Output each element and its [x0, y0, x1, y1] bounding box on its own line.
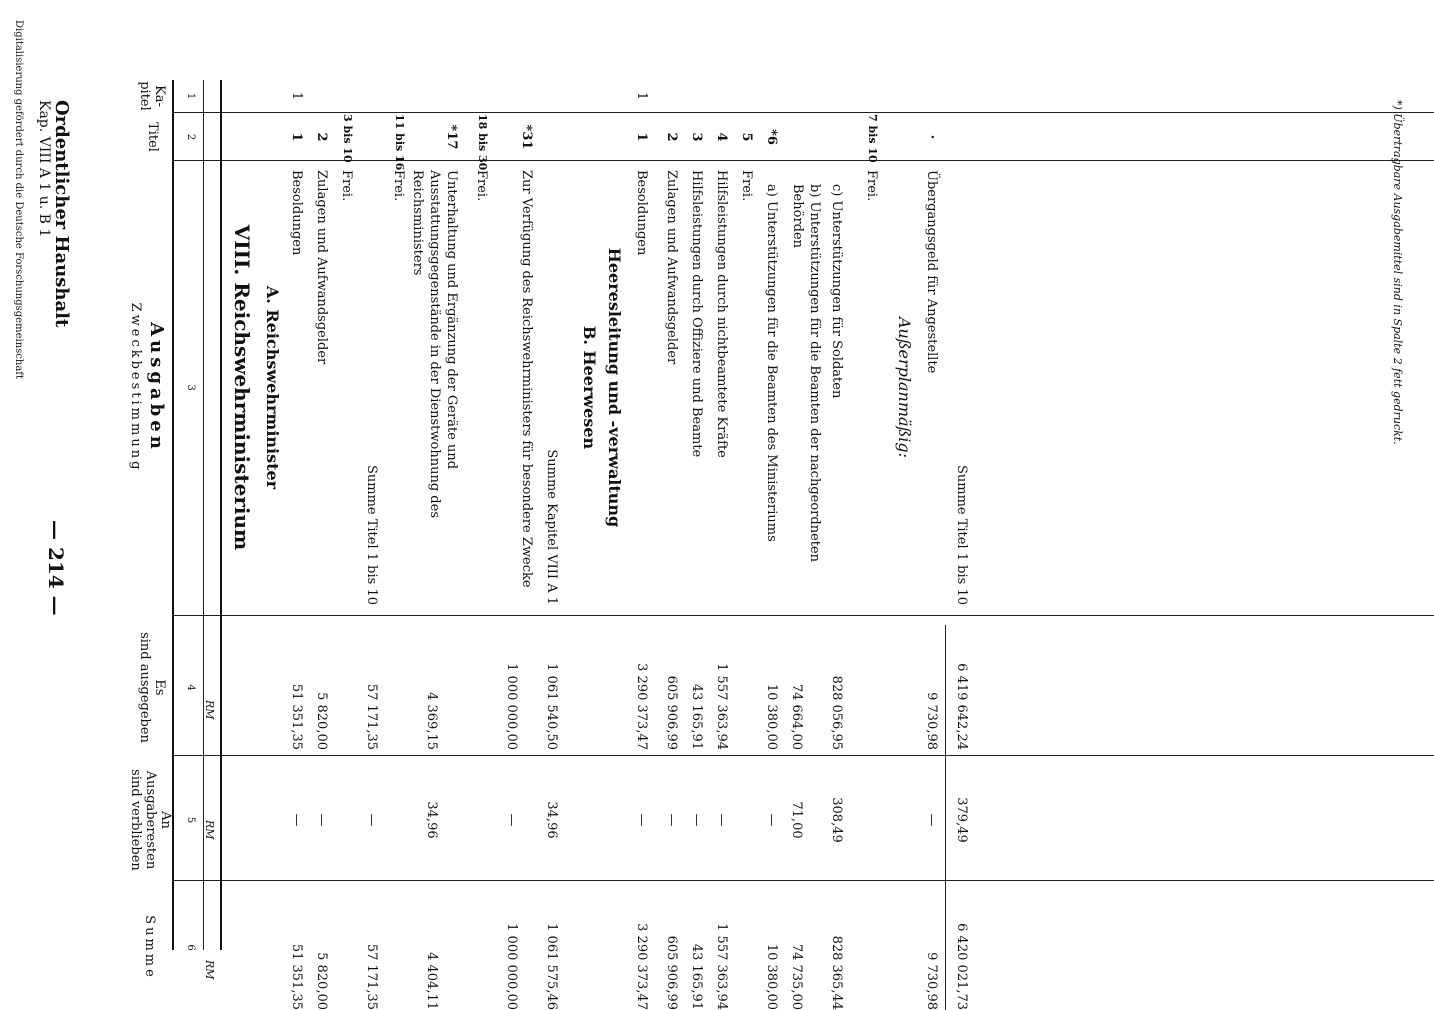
row9-v4: 1 061 540,50: [544, 663, 559, 750]
page-number: — 214 —: [44, 520, 68, 616]
row19-v4: 9 730,98: [924, 692, 939, 750]
row19-v5: —: [924, 813, 939, 827]
row8-v4: 1 000 000,00: [504, 663, 519, 750]
row16-desc: b) Unterstützungen für die Beamten der nachgeordneten Behörden: [790, 184, 822, 563]
section-viii: VIII. Reichswehrministerium: [230, 224, 254, 551]
row11-v5: —: [664, 813, 679, 827]
row2-v5: —: [314, 813, 329, 827]
row4-desc: Summe Titel 1 bis 10: [364, 464, 379, 605]
row11-tit: 2: [664, 132, 679, 142]
row3-tit: 3 bis 10: [341, 114, 354, 163]
row10-desc: Besoldungen: [634, 170, 649, 256]
colnum-2: 2: [185, 133, 196, 141]
row6-v5: 34,96: [424, 801, 439, 839]
header-summe: Summe: [142, 915, 157, 980]
row11-desc: Zulagen und Aufwandsgelder: [664, 170, 679, 365]
row17-desc: c) Unterstützungen für Soldaten: [829, 184, 844, 399]
row11-v6: 605 906,99: [664, 935, 679, 1010]
page-header: [32, 100, 72, 970]
row13-v4: 1 557 363,94: [714, 663, 729, 750]
colnum-5: 5: [185, 816, 196, 824]
row17-v6: 828 365,44: [829, 935, 844, 1010]
header-ausgabereste: An Ausgaberesten sind verblieben: [128, 769, 173, 871]
row18-tit: 7 bis 10: [866, 114, 879, 163]
row1-tit: 1: [289, 132, 304, 142]
row13-v5: —: [714, 813, 729, 827]
row10-kap: 1: [634, 91, 649, 101]
section-a: A. Reichswehrminister: [263, 285, 282, 490]
row9-desc: Summe Kapitel VIII A 1: [544, 449, 559, 605]
row19-desc: Übergangsgeld für Angestellte: [924, 170, 939, 374]
row12-desc: Hilfsleistungen durch Offiziere und Beamte: [689, 170, 704, 458]
row16-v4: 74 664,00: [789, 683, 804, 750]
row12-v4: 43 165,91: [689, 683, 704, 750]
row6-tit: *17: [444, 124, 459, 150]
row8-v6: 1 000 000,00: [504, 923, 519, 1010]
row7-desc: Frei.: [474, 170, 489, 202]
row19-v6: 9 730,98: [924, 952, 939, 1010]
row15-v6: 10 380,00: [764, 943, 779, 1010]
row13-desc: Hilfsleistungen durch nichtbeamtete Kräfte: [714, 170, 729, 458]
row12-tit: 3: [689, 132, 704, 142]
row6-v6: 4 404,11: [424, 952, 439, 1010]
row8-desc: Zur Verfügung des Reichswehrministers für besondere Zwecke: [519, 170, 534, 588]
row2-tit: 2: [314, 132, 329, 142]
colnum-6: 6: [185, 944, 196, 951]
row4-v6: 57 171,35: [364, 943, 379, 1010]
row5-tit: 11 bis 16: [393, 114, 406, 171]
row20-v5: 379,49: [954, 797, 969, 843]
row15-v4: 10 380,00: [764, 683, 779, 750]
header-ausgegeben: Es sind ausgegeben: [137, 632, 167, 743]
row6-desc: Unterhaltung und Ergänzung der Geräte und Ausstattungsgegenstände in der Dienstwohnung des Reichsministers: [410, 170, 459, 518]
row16-v6: 74 735,00: [789, 943, 804, 1010]
row15-v5: —: [764, 813, 779, 827]
row1-desc: Besoldungen: [289, 170, 304, 256]
row12-v5: —: [689, 813, 704, 827]
header-zweckbestimmung: Zweckbestimmung: [128, 302, 143, 473]
digitization-note: Digitalisierung gefördert durch die Deutsche Forschungsgemeinschaft: [13, 20, 24, 379]
row4-v5: —: [364, 813, 379, 827]
row7-tit: 18 bis 30: [476, 114, 489, 171]
colnum-1: 1: [185, 92, 196, 100]
header-kapitel: Ka- pitel: [137, 81, 167, 111]
row1-v4: 51 351,35: [289, 683, 304, 750]
row18-desc: Frei.: [864, 170, 879, 202]
row8-tit: *31: [519, 124, 534, 150]
row13-tit: 4: [714, 132, 729, 142]
unit-col4: RM: [203, 700, 216, 720]
section-b: B. Heerwesen: [580, 325, 599, 450]
row10-v5: —: [634, 813, 649, 827]
row4-v4: 57 171,35: [364, 683, 379, 750]
row2-v6: 5 820,00: [314, 952, 329, 1010]
row5-desc: Frei.: [391, 170, 406, 202]
row12-v6: 43 165,91: [689, 943, 704, 1010]
row16-v5: 71,00: [789, 801, 804, 839]
header-ausgaben: Ausgaben: [146, 322, 167, 453]
row9-v6: 1 061 575,46: [544, 923, 559, 1010]
row1-v6: 51 351,35: [289, 943, 304, 1010]
row15-tit: *6: [764, 129, 779, 145]
table-body: [224, 80, 1434, 1010]
row13-v6: 1 557 363,94: [714, 923, 729, 1010]
row14-desc: Frei.: [739, 170, 754, 202]
row2-desc: Zulagen und Aufwandsgelder: [314, 170, 329, 365]
row20-v6: 6 420 021,73: [954, 923, 969, 1010]
sum-rule: [945, 625, 946, 1010]
row1-kap: 1: [289, 91, 304, 101]
unit-col6: RM: [203, 960, 216, 980]
unit-col5: RM: [203, 820, 216, 840]
row11-v4: 605 906,99: [664, 675, 679, 750]
header-titel: Titel: [145, 122, 160, 152]
section-ausserplan: Außerplanmäßig:: [895, 316, 914, 458]
row19-tit: ·: [924, 134, 939, 140]
row20-v4: 6 419 642,24: [954, 663, 969, 750]
row10-v4: 3 290 373,47: [634, 663, 649, 750]
row10-tit: 1: [634, 132, 649, 142]
colnum-3: 3: [185, 384, 196, 391]
section-b-sub: Heeresleitung und -verwaltung: [605, 247, 624, 528]
row3-desc: Frei.: [339, 170, 354, 202]
header-title: Ordentlicher Haushalt: [51, 100, 72, 328]
colnum-4: 4: [185, 684, 196, 691]
row8-v5: —: [504, 813, 519, 827]
row14-tit: 5: [739, 132, 754, 142]
row9-v5: 34,96: [544, 801, 559, 839]
row10-v6: 3 290 373,47: [634, 923, 649, 1010]
footnote: *) Übertragbare Ausgabemittel sind in Spalte 2 fett gedruckt.: [1391, 100, 1404, 445]
header-chapter: Kap. VIII A 1 u. B 1: [36, 100, 52, 238]
row17-v4: 828 056,95: [829, 675, 844, 750]
row2-v4: 5 820,00: [314, 692, 329, 750]
row20-desc: Summe Titel 1 bis 10: [954, 464, 969, 605]
row1-v5: —: [289, 813, 304, 827]
row17-v5: 308,49: [829, 797, 844, 843]
row6-v4: 4 369,15: [424, 692, 439, 750]
row15-desc: a) Unterstützungen für die Beamten des Ministeriums: [764, 184, 779, 542]
